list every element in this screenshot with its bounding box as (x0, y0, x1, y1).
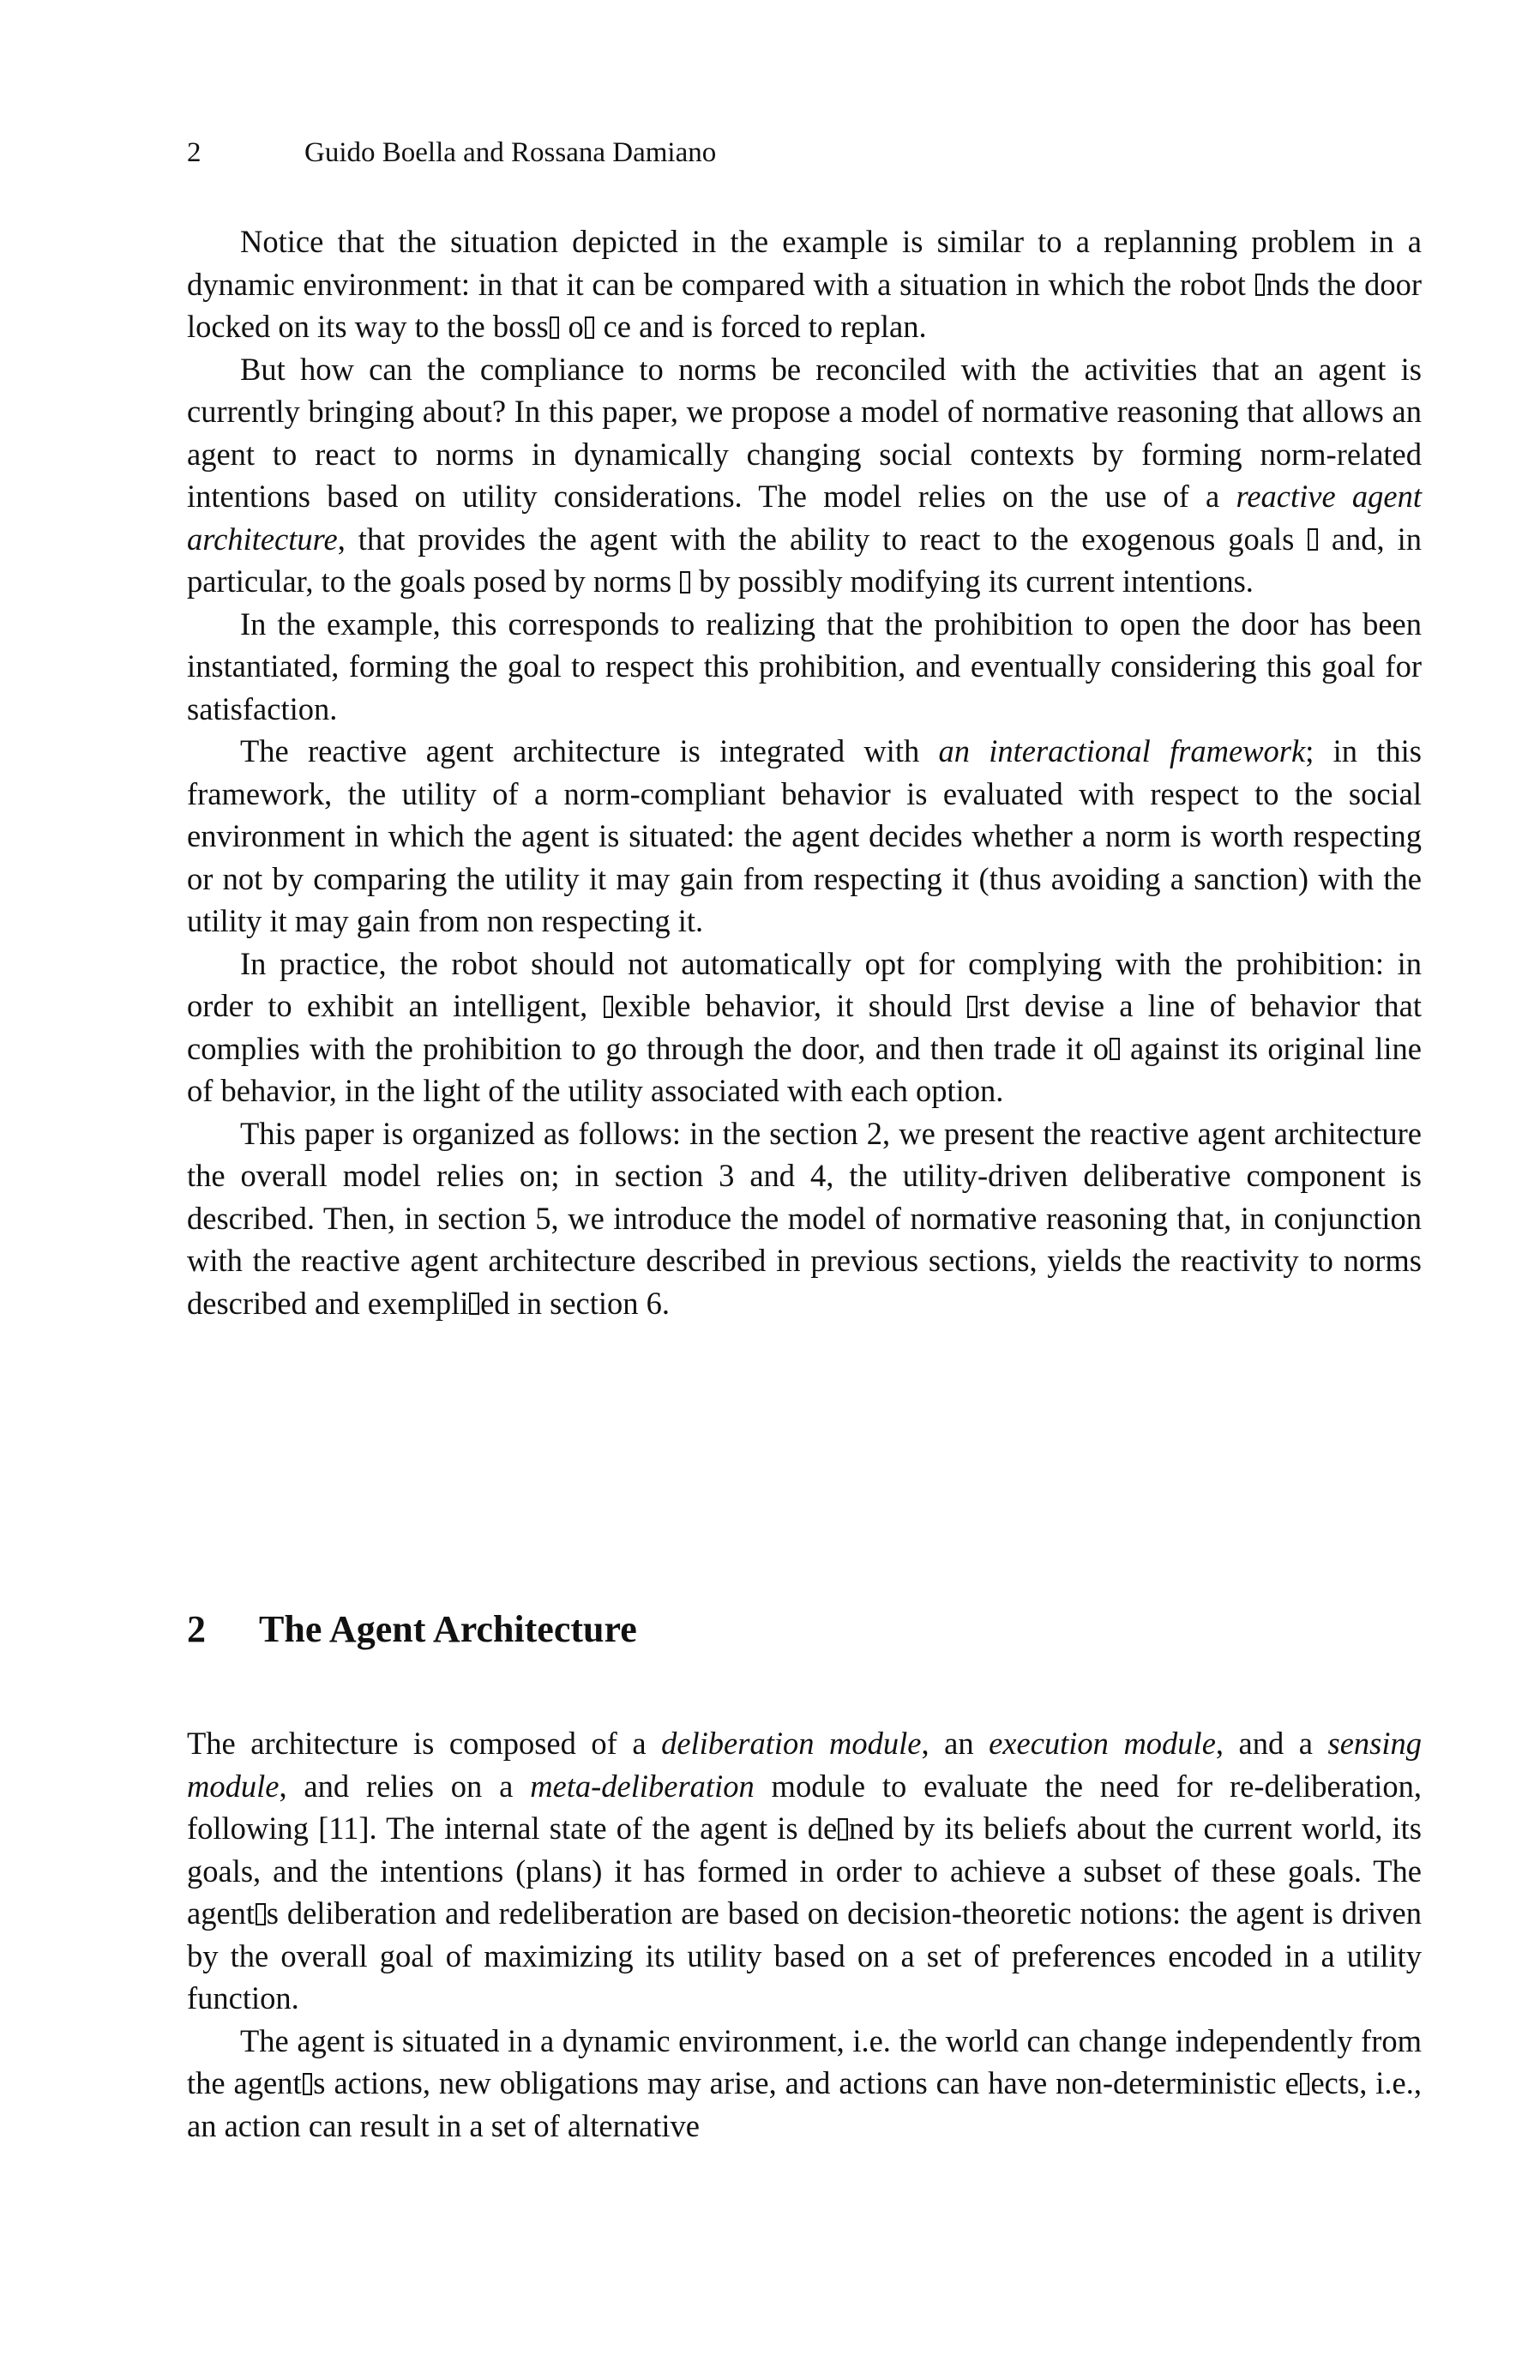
section-number: 2 (187, 1608, 206, 1650)
emphasized-term: sensing module (187, 1726, 1422, 1804)
missing-glyph-box (1300, 2073, 1310, 2095)
section-title: The Agent Architecture (259, 1608, 637, 1650)
missing-glyph-box (604, 996, 614, 1018)
running-header (187, 136, 716, 170)
paragraph: In the example, this corresponds to realizing that the prohibition to open the door has been instantiated, forming the goal to respect this prohibition, and eventually considering this goal for satisfaction. (187, 606, 1422, 726)
emphasized-term: an interactional framework (938, 733, 1306, 768)
missing-glyph-box (550, 316, 560, 339)
paragraph: The reactive agent architecture is integrated with an interactional framework; in this framework, the utility of a norm-compliant behavior is evaluated with respect to the social environment in which the agent is situated: the agent decides whether a norm is worth respecting or not by comparing the utility it may gain from respecting it (thus avoiding a sanction) with the utility it may gain from non respecting it. (187, 733, 1422, 938)
running-title: Guido Boella and Rossana Damiano (304, 137, 717, 168)
missing-glyph-box (838, 1818, 848, 1841)
emphasized-term: execution module (989, 1726, 1216, 1761)
missing-glyph-box (256, 1903, 266, 1925)
paragraph: This paper is organized as follows: in the section 2, we present the reactive agent architecture the overall model relies on; in section 3 and 4, the utility-driven deliberative component is described. Then, in section 5, we introduce the model of normative reasoning that, in conjunction with the reactive agent architecture described in previous sections, yields the reactivity to norms described and exempli ed in section 6. (187, 1115, 1422, 1321)
missing-glyph-box (967, 996, 978, 1018)
page-number: 2 (187, 137, 202, 168)
missing-glyph-box (303, 2073, 313, 2095)
paragraph: The agent is situated in a dynamic environment, i.e. the world can change independently from the agent s actions, new obligations may arise, and actions can have non-deterministic e ects, i.e., an action can result in a set of alternative (187, 2022, 1423, 2143)
emphasized-term: deliberation module (661, 1726, 922, 1761)
paragraph: But how can the compliance to norms be reconciled with the activities that an agent is currently bringing about? In this paper, we propose a model of normative reasoning that allows an agent to react to norms in dynamically changing social contexts by forming norm-related intentions based on utility considerations. The model relies on the use of a reactive agent architecture, that provides the agent with the ability to react to the exogenous goals and, in particular, to the goals posed by norms by possibly modifying its current intentions. (187, 351, 1423, 599)
missing-glyph-box (1110, 1038, 1120, 1060)
section-2-body (187, 1722, 1422, 2147)
emphasized-term: meta-deliberation (530, 1768, 755, 1804)
missing-glyph-box (585, 316, 595, 339)
missing-glyph-box (1308, 528, 1318, 551)
paragraph: The architecture is composed of a deliberation module, an execution module, and a sensing module, and relies on a meta-deliberation module to evaluate the need for re-deliberation, following [11]. The internal state of the agent is de ned by its beliefs about the current world, its goals, and the intentions (plans) it has formed in order to achieve a subset of these goals. The agent s deliberation and redeliberation are based on decision-theoretic notions: the agent is driven by the overall goal of maximizing its utility based on a set of preferences encoded in a utility function. (187, 1726, 1422, 2015)
paragraph: In practice, the robot should not automatically opt for complying with the prohibition: in order to exhibit an intelligent, exible behavior, it should rst devise a line of behavior that complies with the prohibition to go through the door, and then trade it o against its original line of behavior, in the light of the utility associated with each option. (187, 945, 1423, 1108)
paragraph: Notice that the situation depicted in the example is similar to a replanning problem in a dynamic environment: in that it can be compared with a situation in which the robot nds the door locked on its way to the boss o ce and is forced to replan. (187, 224, 1423, 344)
section-1-body (187, 220, 1422, 1324)
emphasized-term: reactive agent architecture (187, 479, 1422, 557)
missing-glyph-box (1255, 274, 1266, 296)
section-heading (187, 1606, 637, 1654)
missing-glyph-box (469, 1292, 479, 1315)
missing-glyph-box (680, 571, 690, 593)
